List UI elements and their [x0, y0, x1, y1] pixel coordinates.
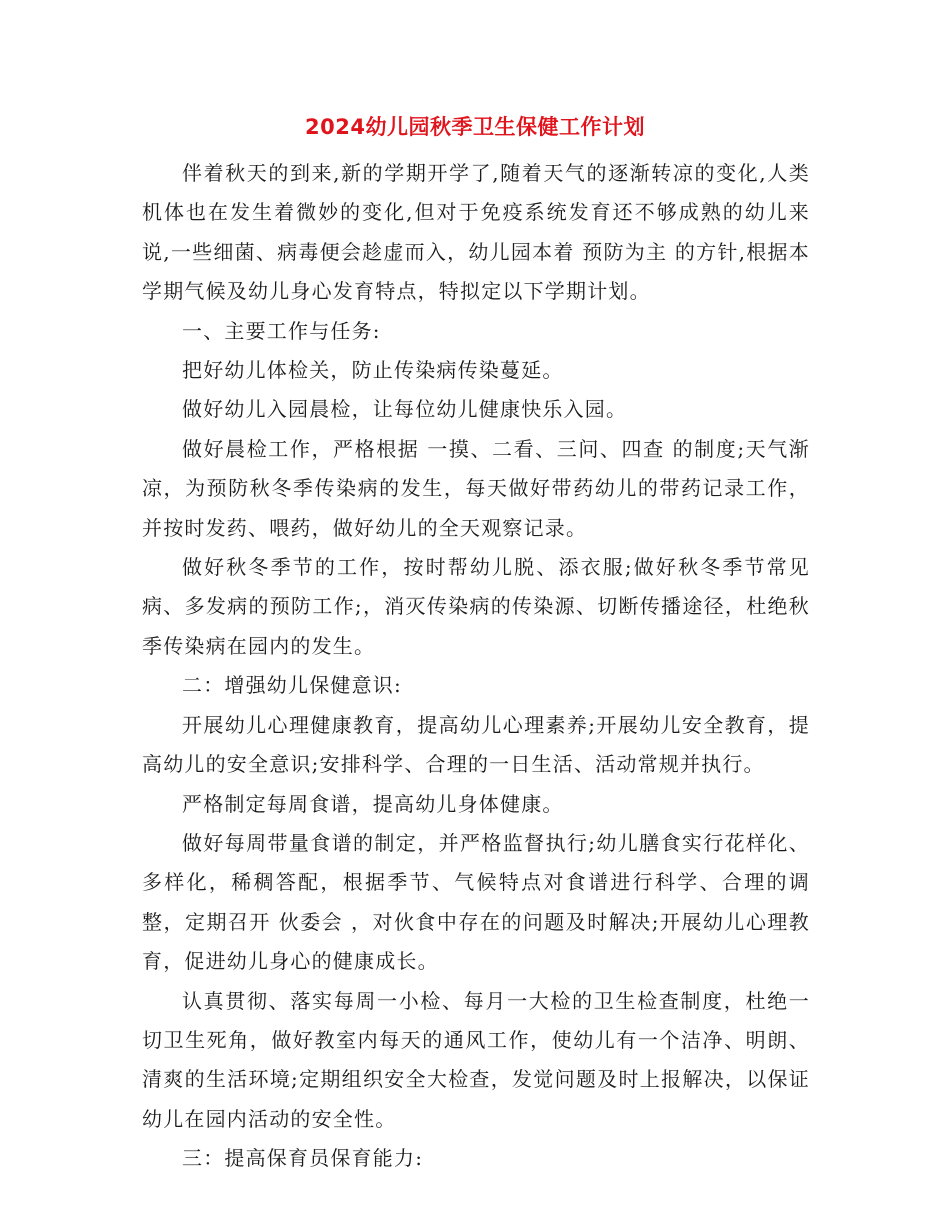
paragraph: 做好秋冬季节的工作，按时帮幼儿脱、添衣服;做好秋冬季节常见病、多发病的预防工作;，消灭传染病的传染源、切断传播途径，杜绝秋季传染病在园内的发生。 — [142, 555, 810, 658]
intro-paragraph: 伴着秋天的到来,新的学期开学了,随着天气的逐渐转凉的变化,人类机体也在发生着微妙的变化,但对于免疫系统发育还不够成熟的幼儿来说,一些细菌、病毒便会趁虚而入，幼儿园本着 预防为主 的方针,根据本学期气候及幼儿身心发育特点，特拟定以下学期计划。 — [142, 161, 810, 304]
section-heading-1: 一、主要工作与任务: — [182, 318, 381, 343]
paragraph: 做好幼儿入园晨检，让每位幼儿健康快乐入园。 — [182, 397, 628, 422]
paragraph: 严格制定每周食谱，提高幼儿身体健康。 — [182, 791, 564, 816]
paragraph: 认真贯彻、落实每周一小检、每月一大检的卫生检查制度，杜绝一切卫生死角，做好教室内每天的通风工作，使幼儿有一个洁净、明朗、清爽的生活环境;定期组织安全大检查，发觉问题及时上报解决，以保证幼儿在园内活动的安全性。 — [142, 988, 810, 1131]
paragraph: 做好每周带量食谱的制定，并严格监督执行;幼儿膳食实行花样化、多样化，稀稠答配，根据季节、气候特点对食谱进行科学、合理的调整，定期召开 伙委会 ，对伙食中存在的问题及时解决;开展幼儿心理教育，促进幼儿身心的健康成长。 — [142, 830, 810, 974]
paragraph: 做好晨检工作，严格根据 一摸、二看、三问、四查 的制度;天气渐凉，为预防秋冬季传染病的发生，每天做好带药幼儿的带药记录工作，并按时发药、喂药，做好幼儿的全天观察记录。 — [142, 436, 810, 540]
paragraph: 开展幼儿心理健康教育，提高幼儿心理素养;开展幼儿安全教育，提高幼儿的安全意识;安排科学、合理的一日生活、活动常规并执行。 — [142, 712, 810, 777]
paragraph: 把好幼儿体检关，防止传染病传染蔓延。 — [182, 358, 564, 383]
document-body — [142, 154, 810, 1179]
section-heading-3: 三：提高保育员保育能力: — [182, 1146, 424, 1171]
document-title: 2024幼儿园秋季卫生保健工作计划 — [305, 115, 645, 139]
section-heading-2: 二：增强幼儿保健意识: — [182, 673, 402, 698]
